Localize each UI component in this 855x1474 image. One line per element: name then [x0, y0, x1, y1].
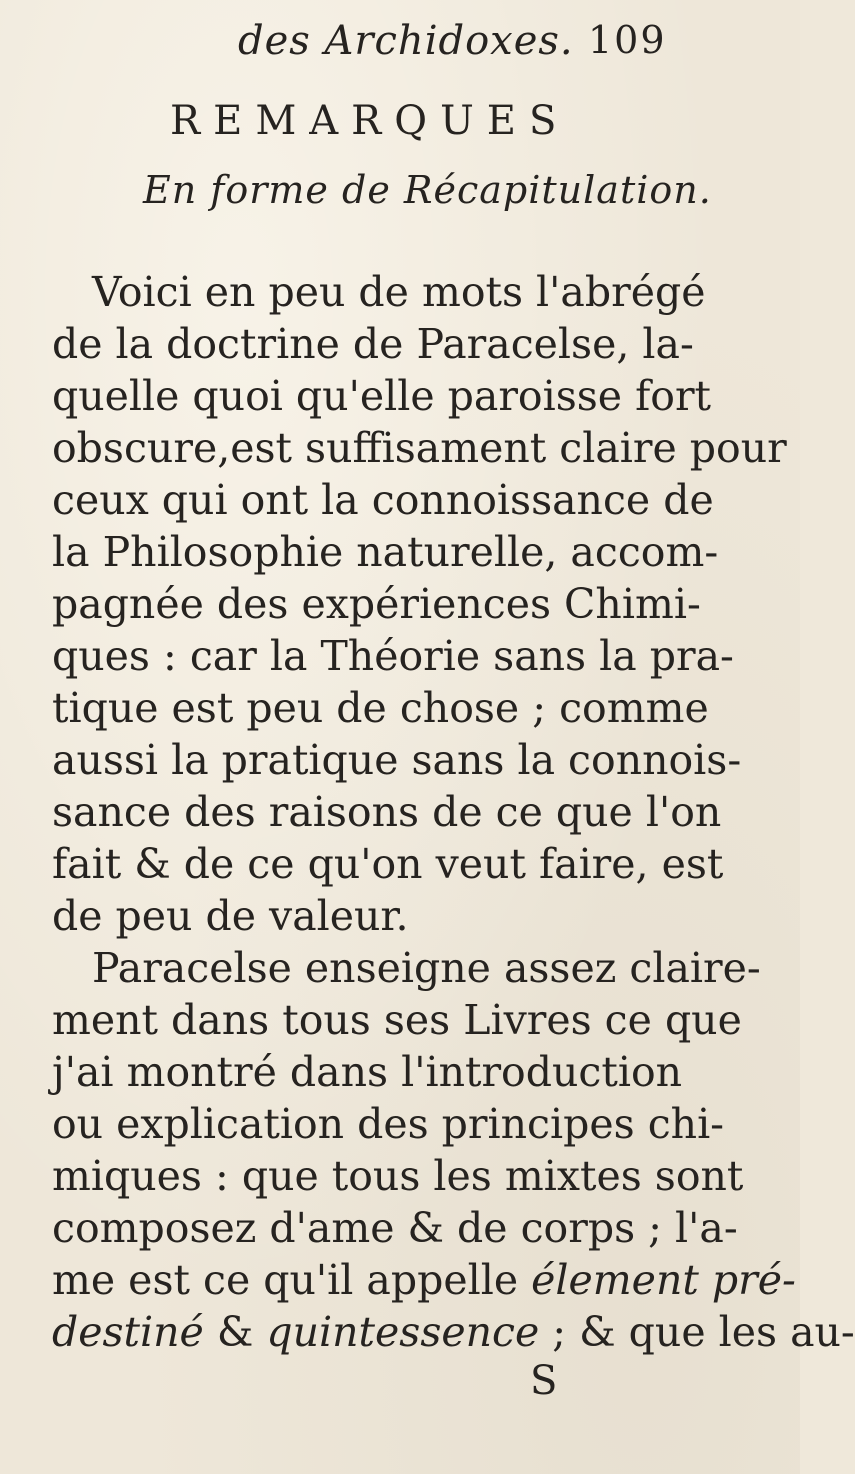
body-line: composez d'ame & de corps ; l'a- — [52, 1204, 738, 1252]
body-text: & — [203, 1308, 267, 1356]
body-line: Paracelse enseigne assez claire- — [92, 944, 761, 992]
signature-mark: S — [530, 1358, 558, 1404]
body-line: j'ai montré dans l'introduction — [52, 1048, 683, 1096]
body-italic-text: destiné — [52, 1308, 204, 1356]
section-heading: REMARQUES — [170, 98, 570, 144]
page-number: 109 — [588, 18, 667, 62]
body-line: sance des raisons de ce que l'on — [52, 788, 722, 836]
body-text: me est ce qu'il appelle — [52, 1256, 532, 1304]
body-line: quelle quoi qu'elle paroisse fort — [52, 372, 712, 420]
body-italic-text: élement pré- — [531, 1256, 796, 1304]
body-line: tique est peu de chose ; comme — [52, 684, 709, 732]
body-text: ; & que les au- — [539, 1308, 855, 1356]
body-line: fait & de ce qu'on veut faire, est — [52, 840, 724, 888]
body-line: ment dans tous ses Livres ce que — [52, 996, 742, 1044]
body-line: miques : que tous les mixtes sont — [52, 1152, 744, 1200]
body-line: Voici en peu de mots l'abrégé — [92, 268, 706, 316]
running-head: des Archidoxes. — [238, 18, 574, 64]
body-line: aussi la pratique sans la connois- — [52, 736, 742, 784]
body-line: de la doctrine de Paracelse, la- — [52, 320, 694, 368]
body-line — [52, 1306, 855, 1358]
body-line: de peu de valeur. — [52, 892, 409, 940]
body-line: obscure,est suffisament claire pour — [52, 424, 787, 472]
body-line: ques : car la Théorie sans la pra- — [52, 632, 734, 680]
body-line: ceux qui ont la connoissance de — [52, 476, 714, 524]
body-line — [52, 1254, 796, 1306]
body-italic-text: quintessence — [266, 1308, 540, 1356]
section-subheading: En forme de Récapitulation. — [143, 168, 712, 212]
body-line: la Philosophie naturelle, accom- — [52, 528, 719, 576]
body-line: pagnée des expériences Chimi- — [52, 580, 701, 628]
body-line: ou explication des principes chi- — [52, 1100, 725, 1148]
